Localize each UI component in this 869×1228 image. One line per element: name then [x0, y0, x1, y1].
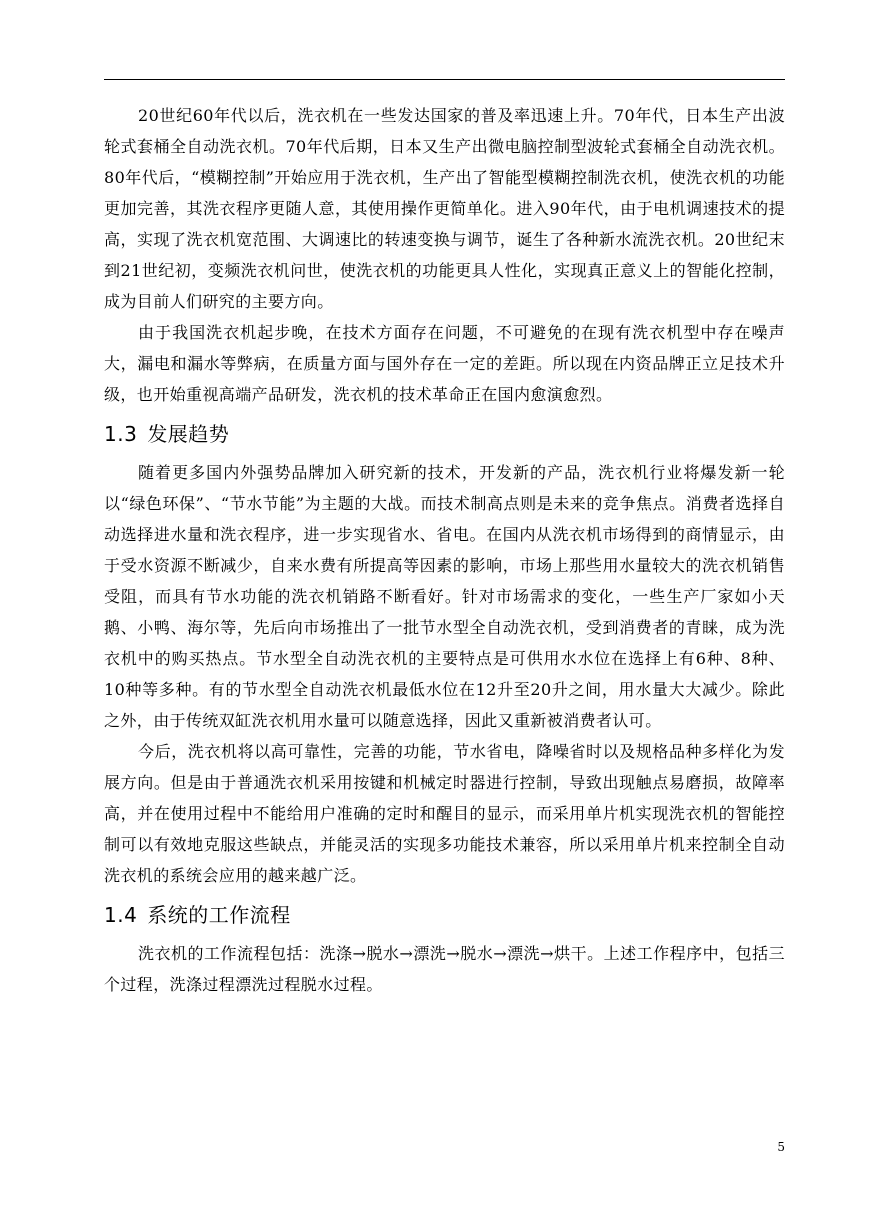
section-heading-1-4 — [104, 899, 785, 931]
paragraph-history: 20世纪60年代以后，洗衣机在一些发达国家的普及率迅速上升。70年代，日本生产出波轮式套桶全自动洗衣机。70年代后期，日本又生产出微电脑控制型波轮式套桶全自动洗衣机。80年代后，“模糊控制”开始应用于洗衣机，生产出了智能型模糊控制洗衣机，使洗衣机的功能更加完善，其洗衣程序更随人意，其使用操作更简单化。进入90年代，由于电机调速技术的提高，实现了洗衣机宽范围、大调速比的转速变换与调节，诞生了各种新水流洗衣机。20世纪末到21世纪初，变频洗衣机问世，使洗衣机的功能更具人性化，实现真正意义上的智能化控制，成为目前人们研究的主要方向。 — [104, 106, 785, 311]
page-number: 5 — [777, 1140, 785, 1154]
section-title: 发展趋势 — [147, 422, 230, 446]
paragraph-trend-market: 随着更多国内外强势品牌加入研究新的技术，开发新的产品，洗衣机行业将爆发新一轮以“绿色环保”、“节水节能”为主题的大战。而技术制高点则是未来的竞争焦点。消费者选择自动选择进水量和洗衣程序，进一步实现省水、省电。在国内从洗衣机市场得到的商情显示，由于受水资源不断减少，自来水费有所提高等因素的影响，市场上那些用水量较大的洗衣机销售受阻，而具有节水功能的洗衣机销路不断看好。针对市场需求的变化，一些生产厂家如小天鹅、小鸭、海尔等，先后向市场推出了一批节水型全自动洗衣机，受到消费者的青睐，成为洗衣机中的购买热点。节水型全自动洗衣机的主要特点是可供用水水位在选择上有6种、8种、10种等多种。有的节水型全自动洗衣机最低水位在12升至20升之间，用水量大大减少。除此之外，由于传统双缸洗衣机用水量可以随意选择，因此又重新被消费者认可。 — [104, 463, 785, 730]
paragraph-trend-future: 今后，洗衣机将以高可靠性，完善的功能，节水省电，降噪省时以及规格品种多样化为发展方向。但是由于普通洗衣机采用按键和机械定时器进行控制，导致出现触点易磨损，故障率高，并在使用过程中不能给用户准确的定时和醒目的显示，而采用单片机实现洗衣机的智能控制可以有效地克服这些缺点，并能灵活的实现多功能技术兼容，所以采用单片机来控制全自动洗衣机的系统会应用的越来越广泛。 — [104, 742, 785, 885]
paragraph-domestic-status: 由于我国洗衣机起步晚，在技术方面存在问题，不可避免的在现有洗衣机型中存在噪声大，漏电和漏水等弊病，在质量方面与国外存在一定的差距。所以现在内资品牌正立足技术升级，也开始重视高端产品研发，洗衣机的技术革命正在国内愈演愈烈。 — [104, 323, 785, 404]
header-rule — [104, 79, 785, 80]
page-body — [104, 100, 785, 1000]
section-title: 系统的工作流程 — [147, 903, 291, 927]
paragraph-workflow: 洗衣机的工作流程包括：洗涤→脱水→漂洗→脱水→漂洗→烘干。上述工作程序中，包括三个过程，洗涤过程漂洗过程脱水过程。 — [104, 944, 785, 994]
section-heading-1-3 — [104, 418, 785, 450]
section-number: 1.4 — [104, 903, 138, 927]
section-number: 1.3 — [104, 422, 138, 446]
